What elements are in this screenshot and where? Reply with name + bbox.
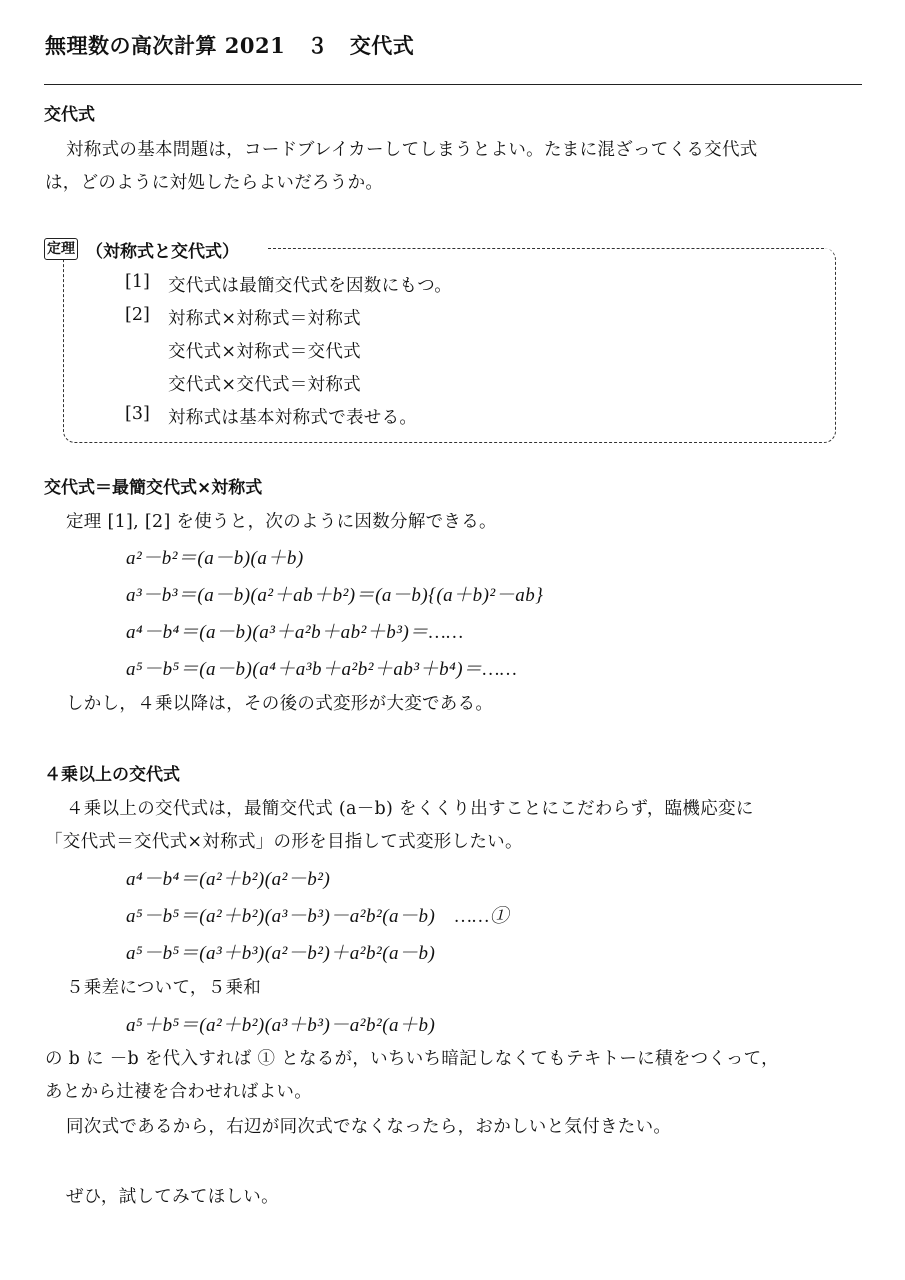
homogeneous-note: 同次式であるから，右辺が同次式でなくなったら，おかしいと気付きたい。 bbox=[66, 1117, 672, 1137]
theorem-item-num-3: [3] bbox=[125, 404, 150, 424]
fifth-power-note: ５乗差について，５乗和 bbox=[66, 978, 262, 998]
theorem-item-num-1: [1] bbox=[125, 272, 150, 292]
equation-diff-4: a⁴－b⁴＝(a－b)(a³＋a²b＋ab²＋b³)＝…… bbox=[126, 622, 464, 643]
theorem-title: （対称式と交代式） bbox=[86, 237, 239, 262]
equation-hi-3: a⁵－b⁵＝(a³＋b³)(a²－b²)＋a²b²(a－b) bbox=[126, 943, 436, 964]
section-heading-higher-order: ４乗以上の交代式 bbox=[44, 765, 180, 785]
higher-order-line-1: ４乗以上の交代式は，最簡交代式 (a－b) をくくり出すことにこだわらず，臨機応変に bbox=[66, 799, 754, 819]
equation-diff-3: a³－b³＝(a－b)(a²＋ab＋b²)＝(a－b){(a＋b)²－ab} bbox=[126, 585, 544, 606]
equation-sum-5: a⁵＋b⁵＝(a²＋b²)(a³＋b³)－a²b²(a＋b) bbox=[126, 1015, 436, 1036]
equation-hi-2: a⁵－b⁵＝(a²＋b²)(a³－b³)－a²b²(a－b) ……① bbox=[126, 906, 510, 927]
intro-line-2: は，どのように対処したらよいだろうか。 bbox=[45, 173, 384, 193]
theorem-item-2b: 交代式×対称式＝交代式 bbox=[168, 342, 361, 362]
closing-line: ぜひ，試してみてほしい。 bbox=[66, 1187, 279, 1207]
section-heading-alternating: 交代式 bbox=[44, 105, 95, 125]
intro-line-1: 対称式の基本問題は，コードブレイカーしてしまうとよい。たまに混ざってくる交代式 bbox=[66, 140, 758, 160]
section-heading-factorization: 交代式＝最簡交代式×対称式 bbox=[44, 478, 263, 498]
higher-order-line-2: 「交代式＝交代式×対称式」の形を目指して式変形したい。 bbox=[45, 832, 523, 852]
equation-diff-5: a⁵－b⁵＝(a－b)(a⁴＋a³b＋a²b²＋ab³＋b⁴)＝…… bbox=[126, 659, 518, 680]
factorization-intro: 定理 [1], [2] を使うと，次のように因数分解できる。 bbox=[66, 512, 497, 532]
theorem-item-2: 対称式×対称式＝対称式 bbox=[168, 309, 361, 329]
substitution-line-2: あとから辻褄を合わせればよい。 bbox=[45, 1082, 312, 1102]
theorem-item-2c: 交代式×交代式＝対称式 bbox=[168, 375, 361, 395]
title-divider bbox=[44, 84, 862, 85]
equation-diff-2: a²－b²＝(a－b)(a＋b) bbox=[126, 548, 304, 569]
theorem-box-top-border bbox=[268, 248, 824, 249]
theorem-item-num-2: [2] bbox=[125, 305, 150, 325]
page-title: 無理数の高次計算 2021 ３ 交代式 bbox=[45, 33, 415, 58]
theorem-item-1: 交代式は最簡交代式を因数にもつ。 bbox=[168, 276, 453, 296]
theorem-item-3: 対称式は基本対称式で表せる。 bbox=[168, 408, 418, 428]
factorization-outro: しかし，４乗以降は，その後の式変形が大変である。 bbox=[66, 694, 494, 714]
substitution-line-1: の b に －b を代入すれば ① となるが，いちいち暗記しなくてもテキトーに積をつくって， bbox=[45, 1049, 779, 1069]
equation-hi-1: a⁴－b⁴＝(a²＋b²)(a²－b²) bbox=[126, 869, 331, 890]
theorem-tag: 定理 bbox=[44, 238, 78, 260]
